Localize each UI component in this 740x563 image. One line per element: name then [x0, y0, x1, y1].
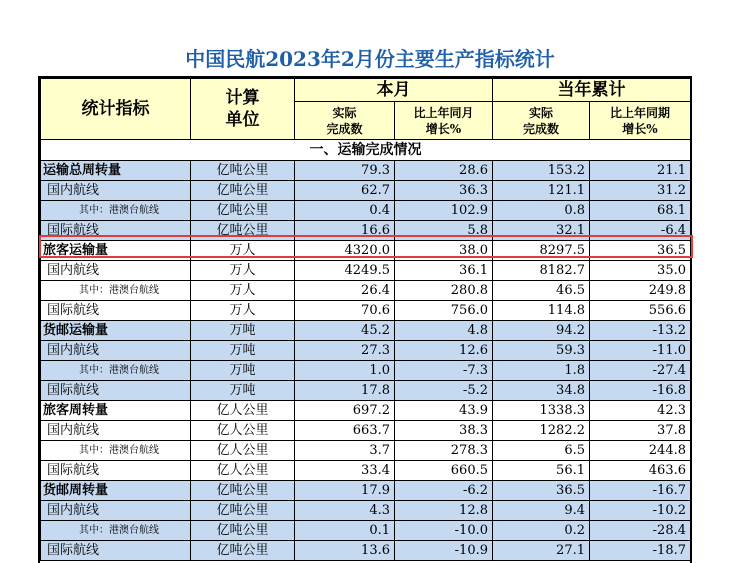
row-name: 其中：港澳台航线: [41, 281, 191, 301]
row-ytd-actual: 6.5: [493, 441, 590, 461]
row-month-actual: 70.6: [295, 301, 395, 321]
row-month-growth: 12.6: [395, 341, 493, 361]
row-month-actual: 17.9: [295, 481, 395, 501]
row-name: 旅客周转量: [41, 401, 191, 421]
row-month-growth: 28.6: [395, 161, 493, 181]
row-unit: 万吨: [191, 341, 295, 361]
row-unit: 万人: [191, 241, 295, 261]
row-ytd-actual: 153.2: [493, 161, 590, 181]
row-unit: 亿吨公里: [191, 221, 295, 241]
header-month-actual: [295, 102, 395, 140]
row-ytd-growth: -13.2: [590, 321, 691, 341]
row-ytd-growth: -28.4: [590, 521, 691, 541]
row-ytd-growth: 556.6: [590, 301, 691, 321]
row-month-growth: 43.9: [395, 401, 493, 421]
section-title: 一、运输完成情况: [41, 140, 691, 161]
header-month-actual-line1: 实际: [332, 105, 357, 120]
header-ytd-growth-line2: 增长%: [622, 121, 658, 136]
header-month-growth-line2: 增长%: [425, 121, 462, 136]
row-ytd-actual: 8182.7: [493, 261, 590, 281]
row-name: 国际航线: [41, 381, 191, 401]
row-unit: 万人: [191, 261, 295, 281]
table-row: [41, 241, 691, 261]
table-row: [41, 341, 691, 361]
row-ytd-growth: -10.2: [590, 501, 691, 521]
row-ytd-actual: 36.5: [493, 481, 590, 501]
row-month-growth: 36.1: [395, 261, 493, 281]
header-indicator: 统计指标: [41, 79, 191, 140]
table-row: [41, 421, 691, 441]
row-unit: 万人: [191, 301, 295, 321]
stats-table: [40, 78, 691, 561]
row-unit: 万人: [191, 281, 295, 301]
row-name: 运输总周转量: [41, 161, 191, 181]
row-ytd-actual: 1338.3: [493, 401, 590, 421]
row-month-actual: 1.0: [295, 361, 395, 381]
row-name: 国际航线: [41, 461, 191, 481]
header-unit-line1: 计算: [225, 88, 260, 108]
header-row-1: [41, 79, 691, 102]
header-ytd: 当年累计: [493, 79, 691, 102]
row-month-growth: -6.2: [395, 481, 493, 501]
row-month-growth: -7.3: [395, 361, 493, 381]
row-name: 其中：港澳台航线: [41, 521, 191, 541]
table-row: [41, 461, 691, 481]
row-ytd-actual: 114.8: [493, 301, 590, 321]
header-ytd-growth-line1: 比上年同期: [609, 105, 670, 120]
header-ytd-actual-line2: 完成数: [522, 121, 559, 136]
row-unit: 亿吨公里: [191, 181, 295, 201]
row-name: 国际航线: [41, 301, 191, 321]
header-month-growth-line1: 比上年同月: [413, 105, 474, 120]
row-unit: 亿人公里: [191, 421, 295, 441]
row-ytd-actual: 27.1: [493, 541, 590, 561]
row-ytd-actual: 121.1: [493, 181, 590, 201]
header-month-actual-line2: 完成数: [326, 121, 363, 136]
row-ytd-growth: 31.2: [590, 181, 691, 201]
row-unit: 亿人公里: [191, 461, 295, 481]
row-name: 货邮周转量: [41, 481, 191, 501]
row-ytd-growth: 249.8: [590, 281, 691, 301]
row-ytd-growth: -16.8: [590, 381, 691, 401]
row-ytd-growth: 35.0: [590, 261, 691, 281]
row-ytd-growth: 463.6: [590, 461, 691, 481]
row-month-growth: 660.5: [395, 461, 493, 481]
header-month-growth: [395, 102, 493, 140]
row-ytd-actual: 1282.2: [493, 421, 590, 441]
header-unit-line2: 单位: [225, 110, 260, 130]
row-ytd-actual: 34.8: [493, 381, 590, 401]
stats-table-frame: [38, 76, 692, 563]
table-row: [41, 261, 691, 281]
table-row: [41, 221, 691, 241]
page-title: 中国民航2023年2月份主要生产指标统计: [185, 47, 555, 71]
row-name: 国内航线: [41, 181, 191, 201]
row-unit: 亿吨公里: [191, 501, 295, 521]
row-ytd-actual: 1.8: [493, 361, 590, 381]
row-month-actual: 33.4: [295, 461, 395, 481]
table-row: [41, 521, 691, 541]
row-ytd-growth: 68.1: [590, 201, 691, 221]
row-unit: 亿吨公里: [191, 161, 295, 181]
row-unit: 亿吨公里: [191, 541, 295, 561]
table-row: [41, 301, 691, 321]
row-name: 其中：港澳台航线: [41, 441, 191, 461]
row-name: 国内航线: [41, 421, 191, 441]
row-month-actual: 79.3: [295, 161, 395, 181]
row-month-growth: 38.3: [395, 421, 493, 441]
table-row: [41, 441, 691, 461]
row-month-growth: -10.0: [395, 521, 493, 541]
row-name: 国内航线: [41, 341, 191, 361]
row-month-growth: 12.8: [395, 501, 493, 521]
row-month-growth: 756.0: [395, 301, 493, 321]
row-month-growth: 280.8: [395, 281, 493, 301]
row-ytd-actual: 56.1: [493, 461, 590, 481]
table-row: [41, 501, 691, 521]
row-ytd-growth: -11.0: [590, 341, 691, 361]
row-month-actual: 4320.0: [295, 241, 395, 261]
row-ytd-actual: 8297.5: [493, 241, 590, 261]
row-month-actual: 0.4: [295, 201, 395, 221]
row-ytd-growth: -6.4: [590, 221, 691, 241]
row-ytd-growth: 36.5: [590, 241, 691, 261]
row-month-growth: 102.9: [395, 201, 493, 221]
row-month-actual: 13.6: [295, 541, 395, 561]
row-name: 国际航线: [41, 221, 191, 241]
section-row: [41, 140, 691, 161]
row-unit: 亿吨公里: [191, 481, 295, 501]
row-ytd-actual: 46.5: [493, 281, 590, 301]
table-row: [41, 281, 691, 301]
row-ytd-growth: 21.1: [590, 161, 691, 181]
row-month-actual: 0.1: [295, 521, 395, 541]
row-month-actual: 62.7: [295, 181, 395, 201]
row-month-growth: 5.8: [395, 221, 493, 241]
row-name: 其中：港澳台航线: [41, 201, 191, 221]
header-unit: [191, 79, 295, 140]
row-ytd-growth: 244.8: [590, 441, 691, 461]
table-row: [41, 481, 691, 501]
row-month-actual: 697.2: [295, 401, 395, 421]
row-month-actual: 45.2: [295, 321, 395, 341]
row-ytd-growth: -16.7: [590, 481, 691, 501]
row-ytd-growth: -18.7: [590, 541, 691, 561]
row-month-actual: 17.8: [295, 381, 395, 401]
row-month-actual: 3.7: [295, 441, 395, 461]
row-month-growth: 4.8: [395, 321, 493, 341]
table-row: [41, 541, 691, 561]
table-row: [41, 401, 691, 421]
row-ytd-growth: -27.4: [590, 361, 691, 381]
row-month-growth: -10.9: [395, 541, 493, 561]
row-name: 国内航线: [41, 501, 191, 521]
row-month-growth: 36.3: [395, 181, 493, 201]
row-ytd-actual: 59.3: [493, 341, 590, 361]
row-month-actual: 16.6: [295, 221, 395, 241]
header-ytd-actual: [493, 102, 590, 140]
row-month-growth: 38.0: [395, 241, 493, 261]
table-row: [41, 321, 691, 341]
header-ytd-growth: [590, 102, 691, 140]
table-row: [41, 181, 691, 201]
table-row: [41, 161, 691, 181]
row-unit: 万吨: [191, 321, 295, 341]
row-ytd-actual: 0.2: [493, 521, 590, 541]
row-name: 国际航线: [41, 541, 191, 561]
row-month-actual: 4249.5: [295, 261, 395, 281]
row-unit: 亿吨公里: [191, 201, 295, 221]
row-ytd-actual: 94.2: [493, 321, 590, 341]
row-name: 旅客运输量: [41, 241, 191, 261]
row-ytd-actual: 9.4: [493, 501, 590, 521]
row-name: 其中：港澳台航线: [41, 361, 191, 381]
table-row: [41, 361, 691, 381]
row-unit: 亿人公里: [191, 441, 295, 461]
row-ytd-actual: 0.8: [493, 201, 590, 221]
row-month-actual: 4.3: [295, 501, 395, 521]
row-ytd-actual: 32.1: [493, 221, 590, 241]
row-month-actual: 27.3: [295, 341, 395, 361]
row-name: 货邮运输量: [41, 321, 191, 341]
row-month-actual: 26.4: [295, 281, 395, 301]
row-name: 国内航线: [41, 261, 191, 281]
table-row: [41, 201, 691, 221]
row-unit: 亿人公里: [191, 401, 295, 421]
row-month-growth: -5.2: [395, 381, 493, 401]
row-ytd-growth: 37.8: [590, 421, 691, 441]
header-this-month: 本月: [295, 79, 493, 102]
row-month-growth: 278.3: [395, 441, 493, 461]
header-ytd-actual-line1: 实际: [528, 105, 553, 120]
row-unit: 亿吨公里: [191, 521, 295, 541]
row-ytd-growth: 42.3: [590, 401, 691, 421]
table-row: [41, 381, 691, 401]
row-month-actual: 663.7: [295, 421, 395, 441]
row-unit: 万吨: [191, 361, 295, 381]
row-unit: 万吨: [191, 381, 295, 401]
